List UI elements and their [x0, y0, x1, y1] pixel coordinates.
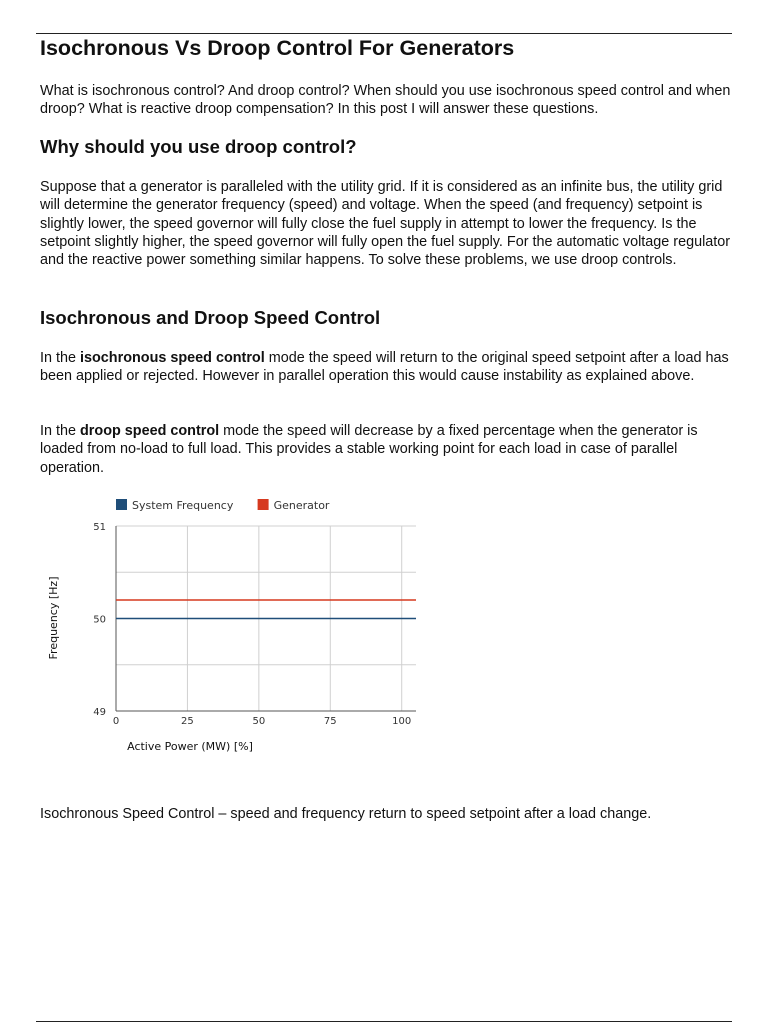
page-title: Isochronous Vs Droop Control For Generators	[40, 36, 515, 60]
droop-prefix: In the	[40, 423, 81, 439]
frequency-chart	[40, 490, 440, 770]
droop-paragraph	[40, 422, 740, 477]
y-tick-label: 50	[93, 614, 106, 626]
isochronous-suffix: mode the speed will return to the original speed setpoint after a load has been applied or rejected. However in parallel operation this would cause instability as explained above.	[40, 350, 729, 385]
x-tick-label: 100	[392, 716, 412, 727]
isochronous-term: isochronous speed control	[80, 350, 265, 366]
chart-caption: Isochronous Speed Control – speed and frequency return to speed setpoint after a load change.	[40, 806, 652, 822]
droop-term: droop speed control	[80, 423, 220, 439]
y-axis-label: Frequency [Hz]	[47, 576, 60, 660]
bottom-rule	[36, 1021, 732, 1022]
intro-paragraph: What is isochronous control? And droop control? When should you use isochronous speed control and when droop? What is reactive droop compensation? In this post I will answer these questions.	[40, 83, 731, 118]
y-tick-label: 51	[93, 522, 106, 533]
droop-suffix: mode the speed will decrease by a fixed percentage when the generator is loaded from no-load to full load. This provides a stable working point for each load in case of parallel operation.	[40, 423, 698, 476]
legend-swatch	[258, 499, 269, 510]
legend-label: Generator	[273, 499, 330, 512]
x-axis-label: Active Power (MW) [%]	[127, 740, 253, 753]
legend-label: System Frequency	[132, 499, 234, 512]
section-heading-why-droop: Why should you use droop control?	[40, 136, 357, 157]
section-heading-iso-droop: Isochronous and Droop Speed Control	[40, 307, 381, 328]
x-tick-label: 0	[112, 716, 120, 727]
isochronous-paragraph	[40, 349, 740, 386]
y-tick-label: 49	[93, 707, 106, 718]
x-tick-label: 25	[181, 716, 194, 727]
isochronous-prefix: In the	[40, 350, 81, 366]
x-tick-label: 50	[252, 716, 266, 727]
legend-swatch	[116, 499, 127, 510]
x-tick-label: 75	[323, 716, 337, 727]
why-droop-paragraph: Suppose that a generator is paralleled with the utility grid. If it is considered as an infinite bus, the utility grid will determine the generator frequency (speed) and voltage. When the speed (and frequency) setpoint is slightly lower, the speed governor will fully close the fuel supply in attempt to lower the frequency. Is the setpoint slightly higher, the speed governor will fully open the fuel supply. For the automatic voltage regulator and the reactive power something similar happens. To solve these problems, we use droop controls.	[40, 179, 731, 269]
top-rule	[36, 33, 732, 34]
